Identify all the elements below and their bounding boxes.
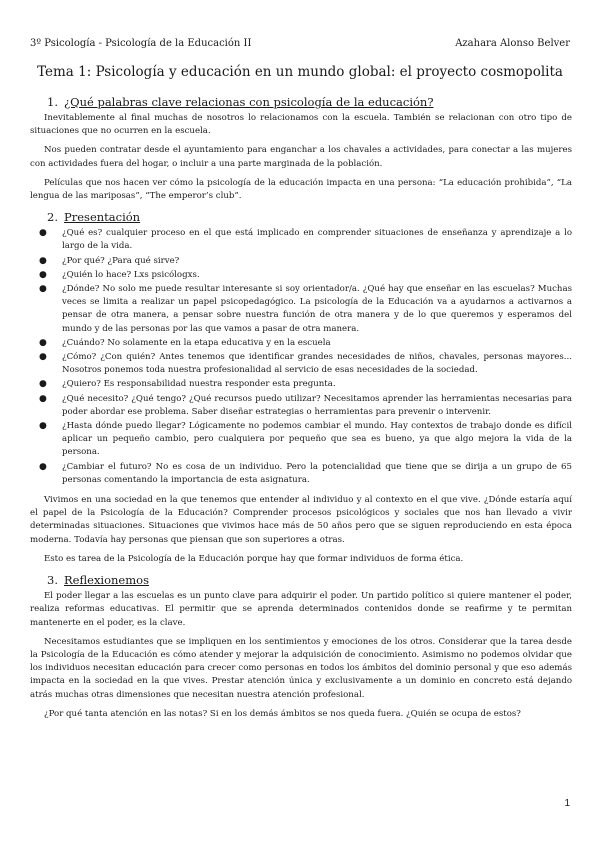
bullet-icon: ● [39,393,47,404]
author-name: Azahara Alonso Belver [455,38,570,49]
paragraph: Nos pueden contratar desde el ayuntamiento para enganchar a los chavales a actividades, para conectar a las mujeres con actividades fuera del hogar, o incluir a una parte marginada de la población. [30,145,572,169]
section-number: 2. [47,210,58,225]
list-item-text: ¿Quién lo hace? Lxs psicólogxs. [62,269,200,280]
list-item [30,255,572,268]
list-item [30,378,572,391]
bullet-icon: ● [39,255,47,266]
paragraph: Necesitamos estudiantes que se impliquen en los sentimientos y emociones de los otros. Considerar que la tarea desde la Psicología de la Educación es cómo atender y mejorar la adquisición de conocimiento. Asimismo no podemos olvidar que los individuos necesitan educación para crecer como personas en todos los ámbitos del dominio personal y que eso además impacta en la sociedad en la que vives. Prestar atención única y exclusivamente a un dominio en concreto está dejando atrás muchas otras dimensiones que necesitan nuestra atención profesional. [30,636,572,700]
list-item [30,420,572,460]
list-item-text: ¿Qué necesito? ¿Qué tengo? ¿Qué recursos puedo utilizar? Necesitamos aprender las herramientas necesarias para poder abordar ese problema. Saber diseñar estrategias o herramientas para prevenir o intervenir. [62,393,572,417]
paragraph: Películas que nos hacen ver cómo la psicología de la educación impacta en una persona: “La educación prohibida”, “La lengua de las mariposas”, “The emperor’s club”. [30,177,572,202]
bullet-icon: ● [39,352,47,363]
list-item [30,337,572,350]
paragraph: El poder llegar a las escuelas es un punto clave para adquirir el poder. Un partido político si quiere mantener el poder, realiza reformas educativas. El permitir que se aprenda determinados contenidos donde se reafirme y te permitan mantenerte en el poder, es la clave. [30,591,572,628]
list-item [30,461,572,487]
section-number: 3. [47,573,58,588]
page-header [30,38,570,49]
bullet-list [30,227,572,487]
paragraph: Inevitablemente al final muchas de nosotros lo relacionamos con la escuela. También se relacionan con otro tipo de situaciones que no ocurren en la escuela. [30,113,572,137]
list-item-text: ¿Qué es? cualquier proceso en el que está implicado en comprender situaciones de enseñanza y aprendizaje a lo largo de la vida. [62,228,572,252]
page-number: 1 [564,798,570,809]
list-item-text: ¿Quiero? Es responsabilidad nuestra responder esta pregunta. [62,379,336,390]
list-item [30,351,572,377]
list-item-text: ¿Dónde? No solo me puede resultar interesante si soy orientador/a. ¿Qué hay que enseñar en las escuelas? Muchas veces se limita a realizar un papel psicopedagógico. La psicología de la Educación va a ayudarnos a activarnos a pensar de otra manera, a pensar sobre nuestra función de otra manera y de lo que queremos y esperamos del mundo y de las personas por las que vamos a pasar de otra manera. [62,284,572,334]
paragraph: ¿Por qué tanta atención en las notas? Si en los demás ámbitos se nos queda fuera. ¿Quién se ocupa de estos? [44,708,521,719]
section-title: ¿Qué palabras clave relacionas con psicología de la educación? [64,95,434,109]
course-label: 3º Psicología - Psicología de la Educación II [30,38,252,49]
section-heading-2 [47,209,572,225]
section-heading-3 [47,572,572,588]
list-item [30,393,572,419]
document-title: Tema 1: Psicología y educación en un mundo global: el proyecto cosmopolita [37,64,563,80]
bullet-icon: ● [39,337,47,348]
list-item-text: ¿Por qué? ¿Para qué sirve? [62,255,180,266]
bullet-icon: ● [39,421,47,432]
bullet-icon: ● [39,228,47,239]
list-item [30,283,572,336]
section-number: 1. [47,95,58,109]
bullet-icon: ● [39,461,47,472]
list-item [30,269,572,282]
paragraph: Esto es tarea de la Psicología de la Educación porque hay que formar individuos de forma ética. [44,553,464,564]
list-item-text: ¿Cuándo? No solamente en la etapa educativa y en la escuela [62,337,331,348]
bullet-icon: ● [39,379,47,390]
bullet-icon: ● [39,284,47,295]
section-heading-1 [47,94,572,110]
bullet-icon: ● [39,269,47,280]
list-item-text: ¿Cambiar el futuro? No es cosa de un individuo. Pero la potencialidad que tiene que se dirija a un grupo de 65 personas comentando la importancia de esta asignatura. [62,461,572,485]
paragraph: Vivimos en una sociedad en la que tenemos que entender al individuo y al contexto en el que vive. ¿Dónde estaría aquí el papel de la Psicología de la Educación? Comprender procesos psicológicos y sociales que nos han llevado a vivir determinadas situaciones. Situaciones que vivimos hace más de 50 años pero que se siguen reproduciendo en esta época moderna. Todavía hay personas que piensan que son superiores a otras. [30,495,572,545]
list-item-text: ¿Hasta dónde puedo llegar? Lógicamente no podemos cambiar el mundo. Hay contextos de trabajo donde es difícil aplicar un pequeño cambio, pero cualquiera por pequeño que sea es bueno, ya que algo mejora la vida de la persona. [62,421,572,458]
list-item [30,227,572,253]
document-body [30,94,572,727]
section-title: Presentación [64,210,141,225]
section-title: Reflexionemos [64,573,149,588]
list-item-text: ¿Cómo? ¿Con quién? Antes tenemos que identificar grandes necesidades de niños, chavales, personas mayores... Nosotros ponemos toda nuestra profesionalidad al servicio de esas necesidades de la sociedad. [62,352,572,376]
